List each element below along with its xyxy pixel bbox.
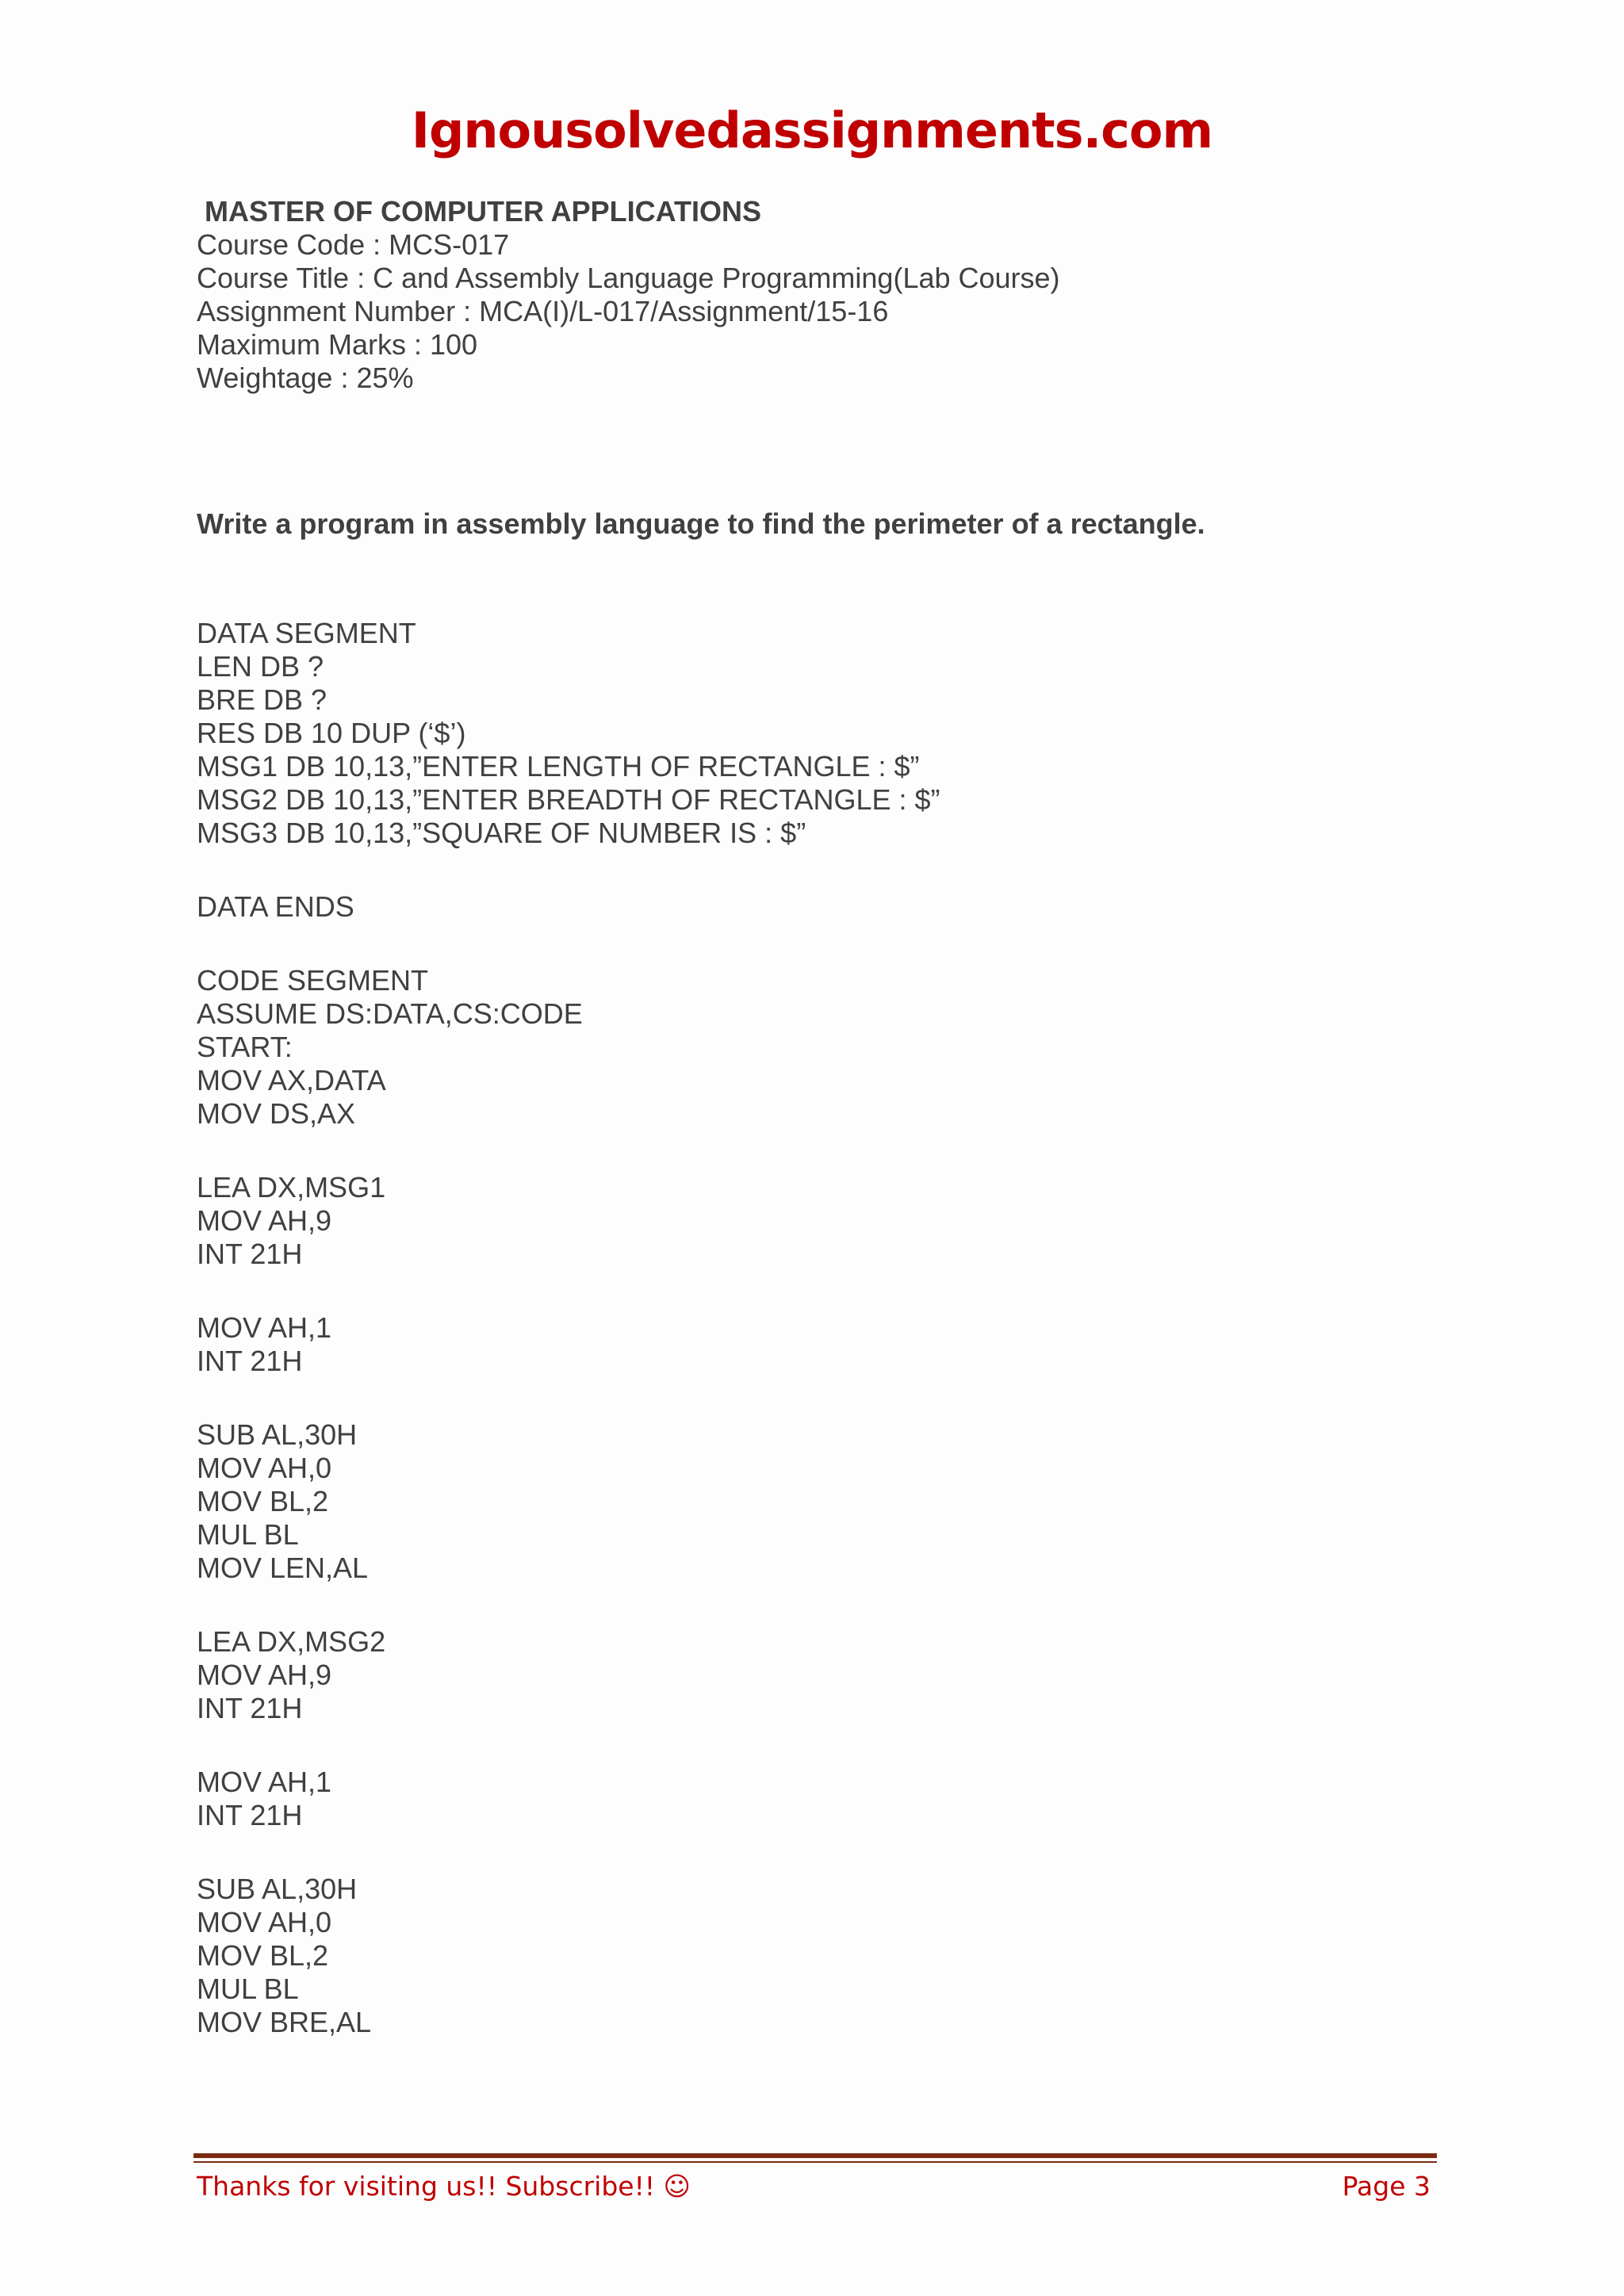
code-line: DATA SEGMENT <box>197 617 416 649</box>
code-line: ASSUME DS:DATA,CS:CODE <box>197 997 583 1030</box>
program-name: MASTER OF COMPUTER APPLICATIONS <box>205 195 761 228</box>
course-title: Course Title : C and Assembly Language Programming(Lab Course) <box>197 262 1060 294</box>
code-line: MOV AH,1 <box>197 1766 332 1798</box>
assignment-header <box>197 195 1465 395</box>
code-block-data-segment <box>197 617 940 850</box>
course-code: Course Code : MCS-017 <box>197 228 510 261</box>
code-line: MOV AH,0 <box>197 1906 332 1938</box>
weightage: Weightage : 25% <box>197 362 414 394</box>
assembly-code <box>197 617 940 2039</box>
code-line: INT 21H <box>197 1238 303 1270</box>
code-line: MSG3 DB 10,13,”SQUARE OF NUMBER IS : $” <box>197 817 806 849</box>
code-line: RES DB 10 DUP (‘$’) <box>197 717 466 749</box>
code-line: SUB AL,30H <box>197 1418 358 1451</box>
code-line: MOV AH,9 <box>197 1659 332 1691</box>
maximum-marks: Maximum Marks : 100 <box>197 328 478 361</box>
code-block-print-msg1 <box>197 1171 940 1271</box>
code-line: LEA DX,MSG2 <box>197 1625 386 1658</box>
code-line: MOV DS,AX <box>197 1097 356 1130</box>
assignment-number: Assignment Number : MCA(I)/L-017/Assignment/15-16 <box>197 295 889 327</box>
code-line: BRE DB ? <box>197 683 327 716</box>
code-line: MOV AH,0 <box>197 1452 332 1484</box>
question-heading: Write a program in assembly language to find the perimeter of a rectangle. <box>197 507 1205 540</box>
code-block-read-bre <box>197 1766 940 1832</box>
code-line: MUL BL <box>197 1518 299 1551</box>
code-block-code-start <box>197 964 940 1131</box>
code-line: MUL BL <box>197 1973 299 2005</box>
code-line: DATA ENDS <box>197 890 354 923</box>
code-line: INT 21H <box>197 1692 303 1724</box>
code-block-data-ends <box>197 890 940 924</box>
code-line: START: <box>197 1031 293 1063</box>
code-line: MOV AX,DATA <box>197 1064 386 1096</box>
footer-subscribe-text: Thanks for visiting us!! Subscribe!! ☺ <box>197 2171 691 2202</box>
code-block-print-msg2 <box>197 1625 940 1725</box>
footer-divider <box>193 2153 1437 2158</box>
code-block-calc-len <box>197 1418 940 1585</box>
code-line: LEN DB ? <box>197 650 324 683</box>
code-line: MOV LEN,AL <box>197 1552 369 1584</box>
code-line: MOV BRE,AL <box>197 2006 372 2038</box>
code-line: CODE SEGMENT <box>197 964 429 997</box>
code-line: LEA DX,MSG1 <box>197 1171 386 1203</box>
code-line: INT 21H <box>197 1799 303 1831</box>
code-line: MOV AH,1 <box>197 1311 332 1344</box>
code-line: MSG1 DB 10,13,”ENTER LENGTH OF RECTANGLE : $” <box>197 750 920 783</box>
code-line: MOV AH,9 <box>197 1204 332 1237</box>
code-block-calc-bre <box>197 1873 940 2039</box>
page-number: Page 3 <box>1342 2171 1431 2202</box>
code-line: MOV BL,2 <box>197 1485 329 1517</box>
code-block-read-len <box>197 1311 940 1378</box>
footer-divider-thin <box>193 2161 1437 2163</box>
site-title: Ignousolvedassignments.com <box>411 101 1213 159</box>
code-line: INT 21H <box>197 1345 303 1377</box>
code-line: MOV BL,2 <box>197 1939 329 1972</box>
code-line: SUB AL,30H <box>197 1873 358 1905</box>
code-line: MSG2 DB 10,13,”ENTER BREADTH OF RECTANGLE : $” <box>197 783 940 816</box>
